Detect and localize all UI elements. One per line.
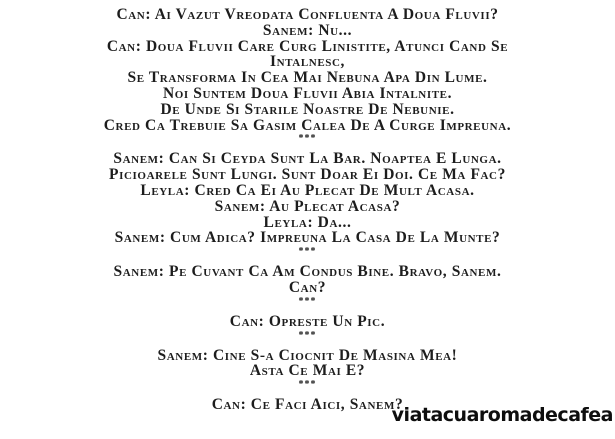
- dialogue-line: De Unde Si Starile Noastre De Nebunie.: [160, 100, 455, 118]
- separator-line: ***: [298, 246, 317, 258]
- dialogue-line: Asta Ce Mai E?: [249, 362, 366, 380]
- dialogue-line: Cred Ca Trebuie Sa Gasim Calea De A Curge Impreuna.: [103, 116, 512, 134]
- dialogue-line: Se Transforma In Cea Mai Nebuna Apa Din Lume.: [127, 69, 488, 87]
- dialogue-line: Sanem: Cine S-a Ciocnit De Masina Mea!: [157, 346, 458, 364]
- separator-line: ***: [298, 379, 317, 391]
- dialogue-line: Leyla: Da...: [263, 213, 352, 231]
- dialogue-line: Can: Ce Faci Aici, Sanem?: [211, 396, 404, 414]
- dialogue-line: Sanem: Cum Adica? Impreuna La Casa De La Munte?: [114, 229, 501, 247]
- dialogue-line: Can: Ai Vazut Vreodata Confluenta A Doua Fluvii?: [116, 6, 499, 23]
- dialogue-line: Sanem: Au Plecat Acasa?: [214, 197, 401, 215]
- dialogue-line: Noi Suntem Doua Fluvii Abia Intalnite.: [162, 84, 453, 102]
- separator-line: ***: [298, 133, 317, 145]
- dialogue-line: Leyla: Cred Ca Ei Au Plecat De Mult Acasa.: [140, 181, 475, 199]
- separator-line: ***: [298, 329, 317, 341]
- dialogue-line: Picioarele Sunt Lungi. Sunt Doar Ei Doi. Ce Ma Fac?: [109, 166, 506, 184]
- dialogue-line: Sanem: Nu...: [262, 21, 353, 39]
- dialogue-line: Sanem: Pe Cuvant Ca Am Condus Bine. Bravo, Sanem.: [113, 263, 502, 281]
- separator-line: ***: [298, 295, 317, 307]
- dialogue-line: Intalnesc,: [270, 53, 345, 71]
- dialogue-line: Can?: [288, 278, 327, 296]
- dialogue-line: Can: Opreste Un Pic.: [229, 312, 386, 330]
- watermark: viatacuaromadecafea: [391, 404, 613, 426]
- dialogue-line: Can: Doua Fluvii Care Curg Linistite, Atunci Cand Se: [106, 37, 509, 55]
- dialogue-line: Sanem: Can Si Ceyda Sunt La Bar. Noaptea E Lunga.: [113, 150, 502, 168]
